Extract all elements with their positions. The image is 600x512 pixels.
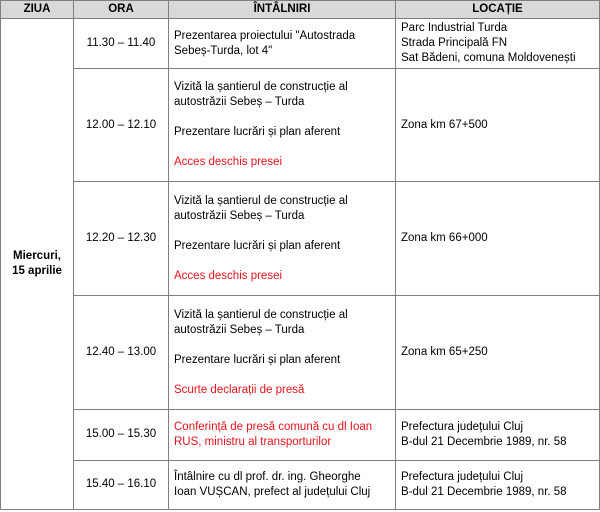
header-meetings: ÎNTÂLNIRI: [169, 1, 396, 19]
meeting-cell: [169, 69, 396, 182]
table-row: [1, 296, 600, 410]
location-line: Parc Industrial Turda: [401, 22, 508, 35]
table-row: [1, 19, 600, 69]
meeting-line: autostrăzii Sebeș – Turda: [174, 209, 305, 222]
location-line: Prefectura județului Cluj: [401, 420, 524, 433]
time-cell: 12.40 – 13.00: [74, 296, 169, 410]
day-cell: [1, 19, 74, 510]
table-row: [1, 460, 600, 509]
time-cell: 12.20 – 12.30: [74, 182, 169, 296]
press-note: Acces deschis presei: [174, 156, 283, 169]
spacer: [174, 224, 390, 239]
spacer: [174, 338, 390, 353]
time-cell: 12.00 – 12.10: [74, 69, 169, 182]
location-line: Zona km 65+250: [401, 346, 488, 359]
meeting-cell: [169, 19, 396, 69]
meeting-line: Sebeș-Turda, lot 4": [174, 44, 273, 57]
day-label-weekday: Miercuri,: [13, 250, 61, 262]
header-location: LOCAȚIE: [396, 1, 600, 19]
header-day: ZIUA: [1, 1, 74, 19]
meeting-line: Vizită la șantierul de construcție al: [174, 81, 348, 94]
meeting-line: autostrăzii Sebeș – Turda: [174, 96, 305, 109]
meeting-line: Prezentare lucrări și plan aferent: [174, 126, 341, 139]
press-note: Acces deschis presei: [174, 269, 283, 282]
time-cell: 15.40 – 16.10: [74, 460, 169, 509]
spacer: [174, 368, 390, 383]
meeting-line: Ioan VUȘCAN, prefect al județului Cluj: [174, 485, 371, 498]
meeting-line: RUS, ministru al transporturilor: [174, 435, 332, 448]
location-line: B-dul 21 Decembrie 1989, nr. 58: [401, 485, 567, 498]
table-row: [1, 182, 600, 296]
meeting-cell: [169, 460, 396, 509]
location-line: Strada Principală FN: [401, 37, 508, 50]
location-line: Zona km 66+000: [401, 232, 488, 245]
meeting-line: Conferință de presă comună cu dl Ioan: [174, 420, 373, 433]
time-cell: 15.00 – 15.30: [74, 410, 169, 460]
location-cell: [396, 69, 600, 182]
table-row: [1, 69, 600, 182]
location-cell: [396, 182, 600, 296]
meeting-cell: [169, 182, 396, 296]
table-row: [1, 410, 600, 460]
location-line: Prefectura județului Cluj: [401, 470, 524, 483]
location-line: B-dul 21 Decembrie 1989, nr. 58: [401, 435, 567, 448]
location-cell: [396, 410, 600, 460]
spacer: [174, 254, 390, 269]
time-cell: 11.30 – 11.40: [74, 19, 169, 69]
meeting-line: Vizită la șantierul de construcție al: [174, 308, 348, 321]
header-time: ORA: [74, 1, 169, 19]
meeting-line: Prezentarea proiectului "Autostrada: [174, 29, 356, 42]
press-note: Scurte declarații de presă: [174, 383, 305, 396]
meeting-cell: [169, 296, 396, 410]
header-row: [1, 1, 600, 19]
spacer: [174, 140, 390, 155]
location-cell: [396, 460, 600, 509]
spacer: [174, 110, 390, 125]
meeting-line: Prezentare lucrări și plan aferent: [174, 353, 341, 366]
meeting-line: autostrăzii Sebeș – Turda: [174, 323, 305, 336]
day-label-date: 15 aprilie: [12, 265, 62, 277]
meeting-cell: [169, 410, 396, 460]
location-cell: [396, 19, 600, 69]
meeting-line: Prezentare lucrări și plan aferent: [174, 239, 341, 252]
location-line: Zona km 67+500: [401, 118, 488, 131]
meeting-line: Vizită la șantierul de construcție al: [174, 194, 348, 207]
location-line: Sat Bădeni, comuna Moldovenești: [401, 52, 576, 65]
meeting-line: Întâlnire cu dl prof. dr. ing. Gheorghe: [174, 470, 361, 483]
location-cell: [396, 296, 600, 410]
